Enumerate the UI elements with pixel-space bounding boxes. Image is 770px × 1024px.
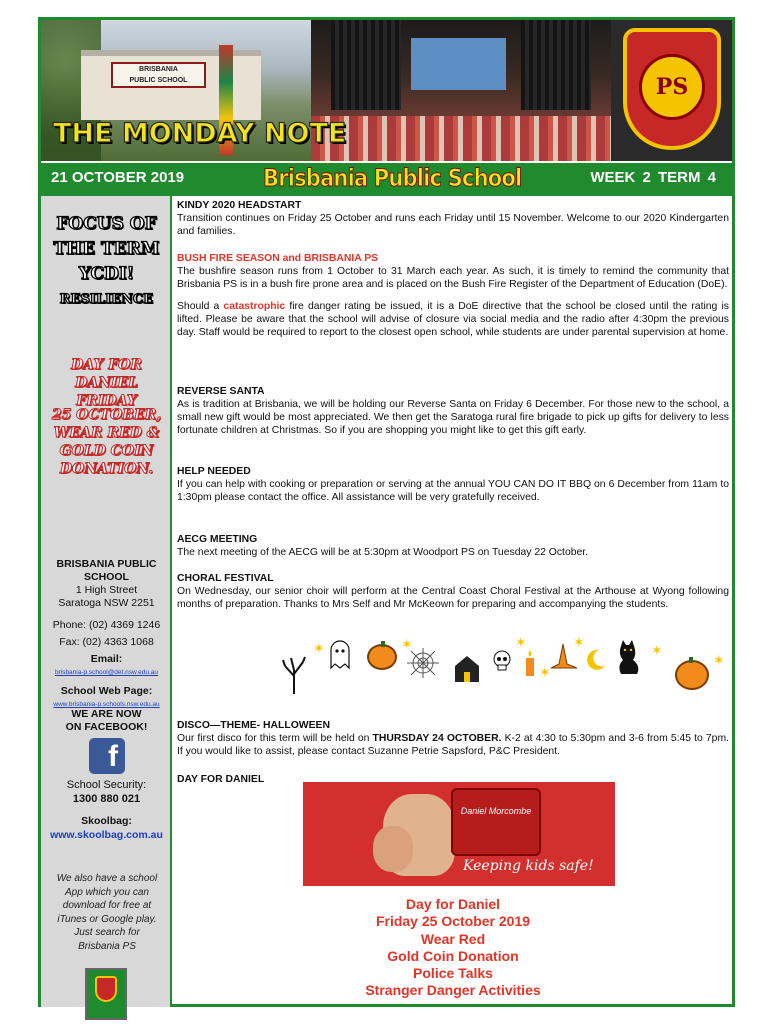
star-icon: ✶	[573, 634, 585, 650]
tree-icon	[281, 656, 307, 694]
candle-icon	[521, 648, 539, 676]
halloween-clipart	[277, 636, 727, 706]
skoolbag-info: Skoolbag: www.skoolbag.com.au	[41, 814, 172, 842]
section-kindy: KINDY 2020 HEADSTART Transition continues on Friday 25 October and runs each Friday until 15 November. Welcome to our 2020 Kindergarten and families.	[177, 200, 729, 237]
newsletter-frame	[38, 17, 735, 1007]
school-crest	[611, 20, 732, 161]
pumpkin-icon	[367, 644, 397, 670]
ghost-icon	[329, 640, 351, 670]
email-link[interactable]: brisbania-p.school@det.nsw.edu.au	[54, 669, 159, 676]
issue-date: 21 OCTOBER 2019	[51, 169, 185, 186]
banner-tagline: Keeping kids safe!	[463, 858, 594, 874]
section-day-for-daniel: DAY FOR DANIEL	[177, 774, 265, 785]
section-disco: DISCO—THEME- HALLOWEEN Our first disco for this term will be held on THURSDAY 24 OCTOBER. K-2 at 4:30 to 5:30pm and 3-6 from 5:45 to 7pm. If you would like to assist, please contact Suzanne Petrie Sapsford, P&C President.	[177, 720, 729, 757]
section-help-needed: HELP NEEDED If you can help with cooking or preparation or serving at the annual YOU CAN DO IT BBQ on 6 December from 11am to 1:30pm please contact the office. All assistance will be very gratefully received.	[177, 466, 729, 503]
header-banner	[41, 20, 732, 161]
assembly-photo	[311, 20, 611, 161]
fax-number: Fax: (02) 4363 1068	[59, 636, 154, 648]
phone-number: Phone: (02) 4369 1246	[52, 619, 161, 631]
section-choral: CHORAL FESTIVAL On Wednesday, our senior choir will perform at the Central Coast Choral Festival at the Arthouse at Wyong following months of preparation. Thanks to Mrs Self and Mr McKeown for preparing and accompanying the students.	[177, 573, 729, 610]
day-for-daniel-list: Day for Daniel Friday 25 October 2019 Wear Red Gold Coin Donation Police Talks Stranger Danger Activities	[365, 896, 541, 999]
moon-icon	[583, 648, 607, 672]
newsletter-title: THE MONDAY NOTE	[53, 118, 347, 149]
main-content	[177, 196, 729, 1007]
star-icon: ✶	[651, 642, 663, 658]
day-for-daniel-callout: DAY FOR DANIEL FRIDAY	[71, 357, 142, 409]
haunted-house-icon	[453, 654, 481, 682]
star-icon: ✶	[515, 634, 527, 650]
focus-of-term: FOCUS OF THE TERM YCDI!	[53, 214, 160, 284]
crest-monogram: PS	[655, 74, 689, 100]
skoolbag-link[interactable]: www.skoolbag.com.au	[50, 829, 163, 841]
header-strip	[41, 161, 732, 196]
focus-value: RESILIENCE	[59, 292, 154, 307]
star-icon: ✶	[713, 652, 725, 668]
sidebar	[41, 196, 172, 1007]
skull-icon	[491, 650, 513, 672]
star-icon: ✶	[401, 636, 413, 652]
website-link[interactable]: www.brisbania-p.schools.nsw.edu.au	[53, 701, 160, 708]
day-for-daniel-banner	[303, 782, 615, 886]
pumpkin-icon	[675, 660, 709, 690]
star-icon: ✶	[313, 640, 325, 656]
school-sign: BRISBANIA PUBLIC SCHOOL	[111, 62, 206, 88]
section-bushfire: BUSH FIRE SEASON and BRISBANIA PS The bushfire season runs from 1 October to 31 March each year. As such, it is timely to remind the community that Brisbania PS is in a bush fire prone area and is placed on the Bush Fire Register of the Department of Education (DoE). Should a catastrophic fire danger rating be issued, it is a DoE directive that the school be closed until the rating is lifted. Please be aware that the school will advise of closure via social media and the radio after 4:30pm the previous day. Staff would be required to report to the closest open school, while students are under parental supervision at home.	[177, 253, 729, 338]
week-term: WEEK 2 TERM 4	[590, 169, 716, 186]
star-icon: ✶	[539, 664, 551, 680]
app-note: We also have a school App which you can download for free at iTunes or Google play. Just search for Brisbania PS	[56, 873, 158, 952]
facebook-notice: WE ARE NOW ON FACEBOOK!	[65, 708, 148, 733]
section-aecg: AECG MEETING The next meeting of the AECG will be at 5:30pm at Woodport PS on Tuesday 22 October.	[177, 534, 589, 558]
day-for-daniel-details: 25 OCTOBER, WEAR RED & GOLD COIN DONATION.	[51, 407, 162, 477]
facebook-icon[interactable]: f	[89, 738, 125, 774]
school-security: School Security: 1300 880 021	[66, 779, 147, 805]
school-app-icon	[85, 968, 127, 1020]
daniel-tshirt: Daniel Morcombe	[451, 788, 541, 856]
school-name: Brisbania Public School	[263, 164, 522, 192]
spiderweb-icon	[407, 648, 439, 678]
black-cat-icon	[615, 640, 643, 676]
contact-info: BRISBANIA PUBLIC SCHOOL 1 High Street Saratoga NSW 2251 Phone: (02) 4369 1246 Fax: (02) 4363 1068 Email: brisbania-p.school@det.nsw.edu.au School Web Page: www.brisbania-p.schools.nsw.edu.au	[41, 558, 172, 711]
section-reverse-santa: REVERSE SANTA As is tradition at Brisbania, we will be holding our Reverse Santa on Friday 6 December. For those new to the school, a small new gift would be most appreciated. We then get the Saratoga rural fire brigade to pick up gifts for delivery to less fortunate children at Christmas. So if you are shopping you might like to get this gift early.	[177, 386, 729, 436]
